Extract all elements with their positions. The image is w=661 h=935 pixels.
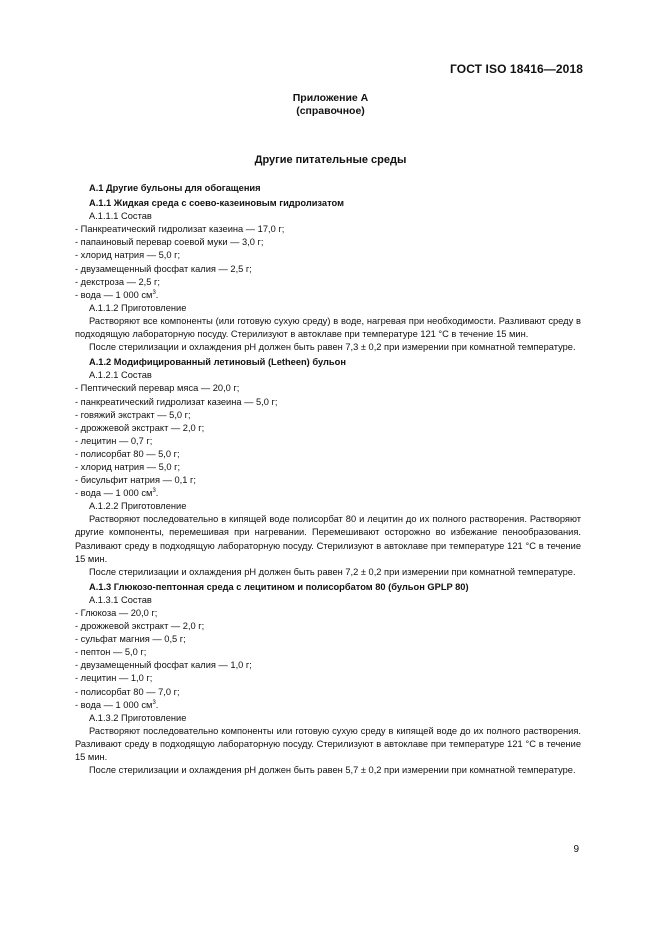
list-item: - декстроза — 2,5 г; [75,276,160,287]
page-number: 9 [573,844,579,855]
list-item: - лецитин — 0,7 г; [75,435,153,446]
a13-preparation-text: Растворяют последовательно компоненты или готовую сухую среду в кипящей воде до их полного растворения. Разливают среду в подходящую лабораторную посуду. Стерилизуют в автоклаве при температуре 121 °С в течение 15 мин. [75,725,581,763]
a12-ingredient-list [75,382,581,500]
list-item: - сульфат магния — 0,5 г; [75,634,186,645]
list-item: - двузамещенный фосфат калия — 2,5 г; [75,263,252,274]
water-label: - вода — 1 000 см [75,289,153,300]
a11-preparation-text: Растворяют все компоненты (или готовую сухую среду) в воде, нагревая при необходимости. Разливают среду в подходящую лабораторную посуду. Стерилизуют в автоклаве при температуре 121 °С в течение 15 мин. [75,315,581,340]
list-item-water: - вода — 1 000 $см^3$. [75,699,159,710]
list-item: - хлорид натрия — 5,0 г; [75,461,181,472]
water-label: - вода — 1 000 см [75,488,153,499]
superscript: 3 [152,488,156,495]
list-item: - полисорбат 80 — 5,0 г; [75,448,180,459]
a11-ingredient-list [75,223,581,302]
superscript: 3 [152,289,156,296]
a12-heading: А.1.2 Модифицированный летиновый (Letheen) бульон [89,357,346,368]
list-item: - Глюкоза — 20,0 г; [75,608,158,618]
list-item: - дрожжевой экстракт — 2,0 г; [75,621,205,632]
a12-ph-text: После стерилизации и охлаждения рН должен быть равен 7,2 ± 0,2 при измерении при комнатной температуре. [89,566,576,577]
list-item: - дрожжевой экстракт — 2,0 г; [75,422,205,433]
a13-composition-title: А.1.3.1 Состав [89,594,152,605]
annex-type: (справочное) [296,105,365,117]
a12-preparation-text: Растворяют последовательно в кипящей воде полисорбат 80 и лецитин до их полного растворения. Растворяют другие компоненты, перемешивая при нагревании. Перемешивают осторожно во избежание пенообразования. Разливают среду в подходящую лабораторную посуду. Стерилизуют в автоклаве при температуре 121 °С в течение 15 мин. [75,514,581,564]
section-a1-heading: А.1 Другие бульоны для обогащения [89,183,261,193]
annex-title: Приложение А [292,92,369,104]
annex-heading [0,92,661,118]
a11-ph-text: После стерилизации и охлаждения рН должен быть равен 7,3 ± 0,2 при измерении при комнатной температуре. [89,342,576,353]
water-label: - вода — 1 000 см [75,699,153,710]
a13-ingredient-list [75,607,581,712]
a11-preparation-title: А.1.1.2 Приготовление [89,302,187,313]
list-item: - папаиновый перевар соевой муки — 3,0 г; [75,237,264,248]
page-title: Другие питательные среды [254,154,407,166]
list-item: - лецитин — 1,0 г; [75,673,153,684]
list-item: - хлорид натрия — 5,0 г; [75,250,181,261]
list-item: - полисорбат 80 — 7,0 г; [75,686,180,697]
list-item-water: - вода — 1 000 $см^3$. [75,289,159,300]
list-item: - двузамещенный фосфат калия — 1,0 г; [75,660,252,671]
a12-preparation-title: А.1.2.2 Приготовление [89,501,187,512]
list-item: - панкреатический гидролизат казеина — 5,0 г; [75,396,278,407]
a11-composition-title: А.1.1.1 Состав [89,211,152,222]
document-body [75,182,581,777]
a13-heading: А.1.3 Глюкозо-пептонная среда с лецитином и полисорбатом 80 (бульон GPLP 80) [89,581,469,592]
list-item-water: - вода — 1 000 $см^3$. [75,488,159,499]
a13-ph-text: После стерилизации и охлаждения рН должен быть равен 5,7 ± 0,2 при измерении при комнатной температуре. [89,765,576,776]
a12-composition-title: А.1.2.1 Состав [89,370,152,381]
list-item: - пептон — 5,0 г; [75,647,147,658]
standard-number: ГОСТ ISO 18416—2018 [450,62,583,76]
a13-preparation-title: А.1.3.2 Приготовление [89,712,187,723]
list-item: - бисульфит натрия — 0,1 г; [75,475,196,486]
list-item: - Пептический перевар мяса — 20,0 г; [75,383,240,394]
superscript: 3 [152,699,156,706]
a11-heading: А.1.1 Жидкая среда с соево-казеиновым гидролизатом [89,198,344,209]
list-item: - Панкреатический гидролизат казеина — 17,0 г; [75,224,285,235]
list-item: - говяжий экстракт — 5,0 г; [75,409,191,420]
